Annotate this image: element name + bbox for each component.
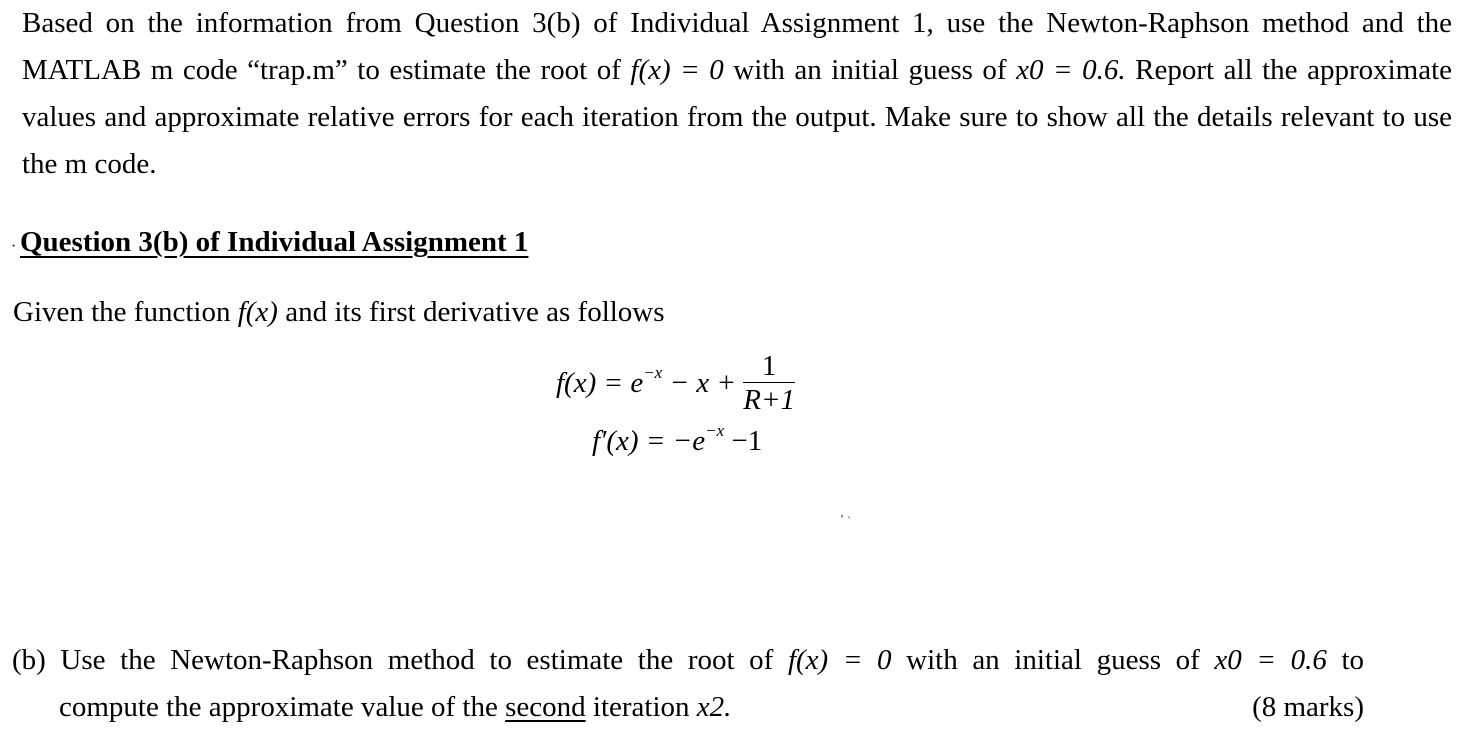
fx-equals-zero: f(x) = 0 bbox=[630, 54, 724, 86]
part-b-line-2-text bbox=[59, 684, 731, 731]
equation-fprime-lhs: f′(x) = −e bbox=[592, 425, 706, 457]
equation-fprime-rest: −1 bbox=[724, 425, 763, 457]
equation-f-exponent: −x bbox=[643, 363, 663, 383]
part-b-text-e: iteration bbox=[592, 691, 690, 723]
section-heading: Question 3(b) of Individual Assignment 1 bbox=[20, 226, 529, 258]
part-b-x2: x2. bbox=[696, 691, 732, 723]
part-b-text-a: (b) Use the Newton-Raphson method to estimate the root of bbox=[12, 644, 774, 676]
question-intro-a: Based on the information from Question 3(b) of Individual Assignment 1, use the Newton-Raphson method and the MATLAB m code “trap.m” to estimate the root of bbox=[22, 7, 1452, 86]
equation-f-fraction bbox=[743, 350, 795, 417]
given-line bbox=[13, 296, 665, 329]
part-b bbox=[12, 637, 1364, 731]
equation-fprime bbox=[592, 421, 763, 458]
given-before: Given the function bbox=[13, 296, 231, 328]
question-paragraph bbox=[22, 0, 1452, 188]
part-b-text-c: to bbox=[1341, 644, 1365, 676]
equation-f-lhs: f(x) = e bbox=[556, 367, 644, 400]
equation-fprime-exponent: −x bbox=[705, 421, 725, 440]
part-b-underlined-second: second bbox=[505, 691, 586, 723]
part-b-text-b: with an initial guess of bbox=[906, 644, 1200, 676]
given-fx: f(x) bbox=[237, 296, 278, 328]
given-after: and its first derivative as follows bbox=[285, 296, 665, 328]
part-b-text-d: compute the approximate value of the bbox=[59, 691, 498, 723]
equation-f bbox=[556, 352, 795, 419]
part-b-fx: f(x) = 0 bbox=[787, 644, 892, 676]
part-b-line-2 bbox=[12, 684, 1364, 731]
fraction-numerator: 1 bbox=[743, 350, 795, 383]
part-b-line-1 bbox=[12, 637, 1364, 684]
fraction-denominator: R+1 bbox=[743, 384, 796, 416]
initial-guess: x0 = 0.6. bbox=[1016, 54, 1126, 86]
bullet-dot: · bbox=[11, 238, 17, 255]
question-intro-c: Report all the approximate values and approximate relative errors for each iteration from the output. Make sure to show all the details relevant to use the m code. bbox=[22, 54, 1453, 180]
part-b-x0: x0 = 0.6 bbox=[1214, 644, 1327, 676]
marks-label: (8 marks) bbox=[1252, 691, 1364, 723]
stray-mark: ‚ ˎ bbox=[840, 505, 851, 519]
equation-f-rest: − x + bbox=[662, 367, 736, 400]
question-intro-b: with an initial guess of bbox=[733, 54, 1007, 86]
